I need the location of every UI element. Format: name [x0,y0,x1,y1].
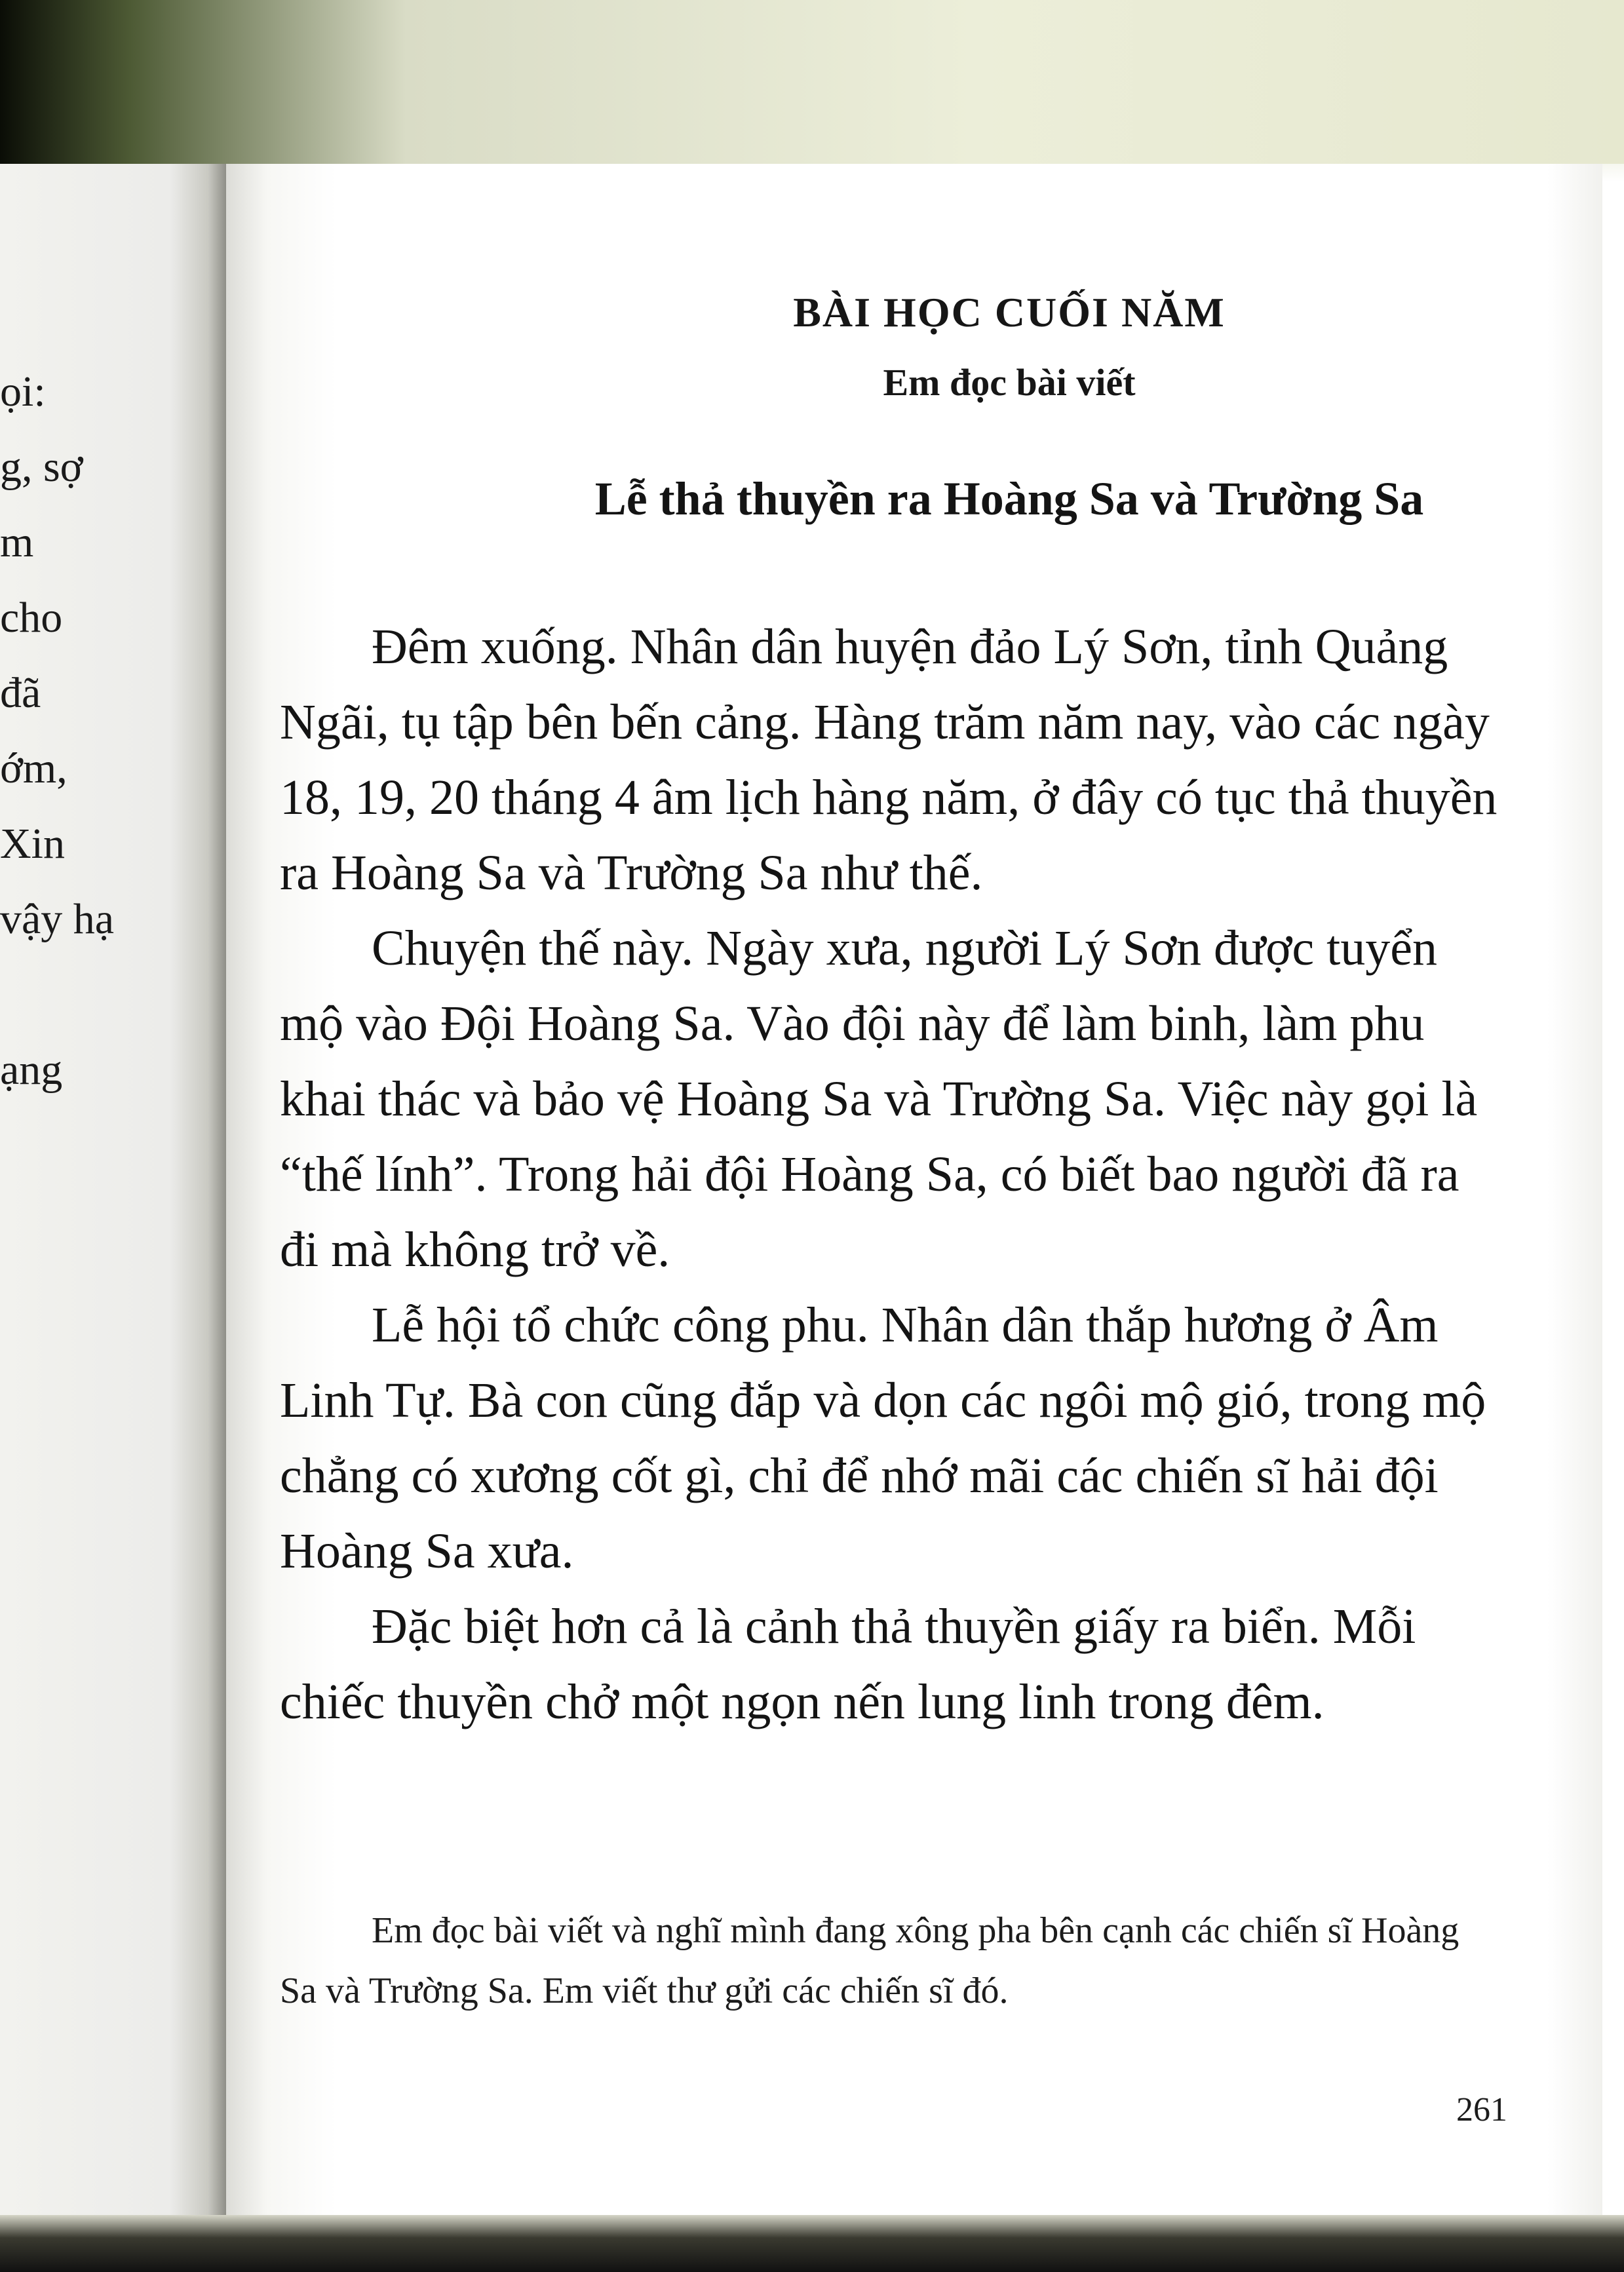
right-page [226,164,1602,2215]
article-paragraph: Lễ hội tổ chức công phu. Nhân dân thắp hương ở Âm Linh Tự. Bà con cũng đắp và dọn các ngôi mộ gió, trong mộ chẳng có xương cốt gì, chỉ để nhớ mãi các chiến sĩ hải đội Hoàng Sa xưa. [280,1298,1486,1579]
left-page-line: ọi: [0,368,46,415]
article-title: Lễ thả thuyền ra Hoàng Sa và Trường Sa [594,472,1424,525]
left-page-line: cho [0,594,63,642]
section-title: BÀI HỌC CUỐI NĂM [793,289,1226,336]
article-paragraph: Đêm xuống. Nhân dân huyện đảo Lý Sơn, tỉnh Quảng Ngãi, tụ tập bên bến cảng. Hàng trăm năm nay, vào các ngày 18, 19, 20 tháng 4 âm lịch hàng năm, ở đây có tục thả thuyền ra Hoàng Sa và Trường Sa như thế. [280,619,1498,900]
left-page-line: m [0,518,34,566]
left-page-line: vậy hạ [0,895,115,943]
page-number: 261 [1456,2091,1507,2128]
article-body [280,609,1499,1740]
article-paragraph: Đặc biệt hơn cả là cảnh thả thuyền giấy ra biển. Mỗi chiếc thuyền chở một ngọn nến lung linh trong đêm. [280,1599,1416,1729]
scan-top-edge [0,0,1624,164]
section-subtitle: Em đọc bài viết [883,361,1136,404]
left-page-line: ạng [0,1046,63,1094]
left-page-line: đã [0,669,41,717]
writing-instruction: Em đọc bài viết và nghĩ mình đang xông pha bên cạnh các chiến sĩ Hoàng Sa và Trường Sa. Em viết thư gửi các chiến sĩ đó. [280,1910,1460,2011]
left-page-line: g, sợ [0,443,83,491]
article-paragraph: Chuyện thế này. Ngày xưa, người Lý Sơn được tuyển mộ vào Đội Hoàng Sa. Vào đội này để làm binh, làm phu khai thác và bảo vệ Hoàng Sa và Trường Sa. Việc này gọi là “thế lính”. Trong hải đội Hoàng Sa, có biết bao người đã ra đi mà không trở về. [280,921,1478,1277]
left-page-line: Xin [0,820,65,868]
scan-bottom-edge [0,2215,1624,2272]
left-page-edge [0,164,226,2215]
left-page-line: ớm, [0,744,68,792]
